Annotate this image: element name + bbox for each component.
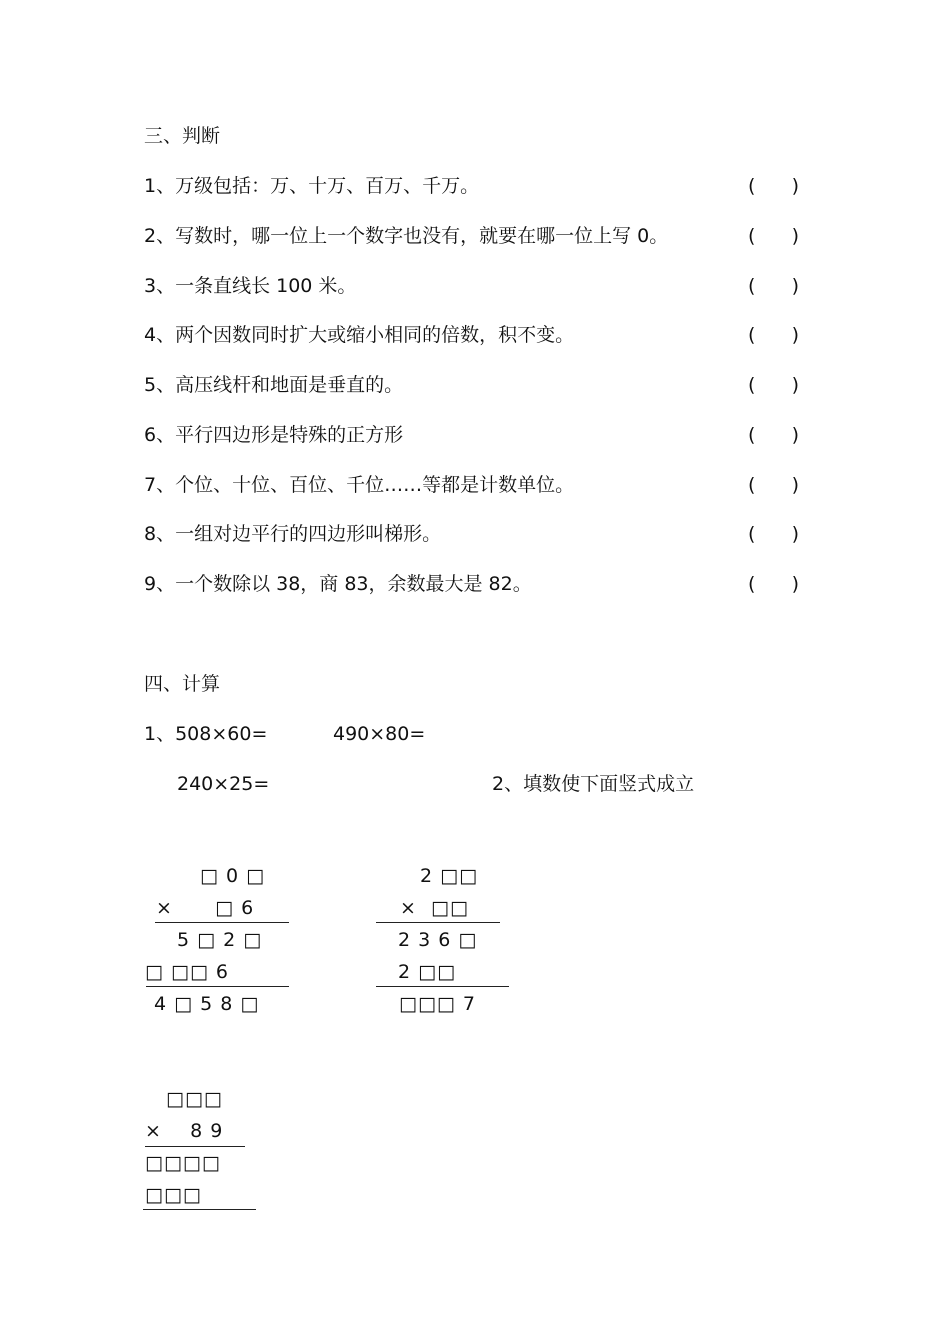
v2-row-product: □□□ 7 — [399, 993, 476, 1015]
section-4-title: 四、计算 — [144, 673, 221, 695]
answer-paren-8[interactable]: ( ) — [748, 523, 800, 545]
calc-508x60: 1、508×60= — [144, 723, 268, 745]
calc-240x25: 240×25= — [177, 773, 270, 795]
v1-row-partial-2: □ □□ 6 — [145, 961, 230, 983]
answer-paren-6[interactable]: ( ) — [748, 424, 800, 446]
judgement-item-3: 3、一条直线长 100 米。 — [144, 275, 357, 297]
v2-line-2 — [376, 986, 509, 987]
answer-paren-5[interactable]: ( ) — [748, 374, 800, 396]
answer-paren-3[interactable]: ( ) — [748, 275, 800, 297]
answer-paren-4[interactable]: ( ) — [748, 324, 800, 346]
v1-row-product: 4 □ 5 8 □ — [154, 993, 260, 1015]
v2-row-partial-1: 2 3 6 □ — [398, 929, 478, 951]
v2-row-multiplier: × □□ — [400, 897, 469, 919]
v3-row-partial-1: □□□□ — [145, 1152, 221, 1174]
judgement-item-5: 5、高压线杆和地面是垂直的。 — [144, 374, 404, 396]
section-3-title: 三、判断 — [144, 125, 221, 147]
answer-paren-9[interactable]: ( ) — [748, 573, 800, 595]
v3-row-partial-2: □□□ — [145, 1184, 202, 1206]
judgement-item-1: 1、万级包括：万、十万、百万、千万。 — [144, 175, 480, 197]
v1-row-multiplicand: □ 0 □ — [200, 865, 266, 887]
v2-line-1 — [376, 922, 500, 923]
judgement-item-9: 9、一个数除以 38，商 83，余数最大是 82。 — [144, 573, 532, 595]
v3-line-1 — [145, 1146, 245, 1147]
answer-paren-2[interactable]: ( ) — [748, 225, 800, 247]
judgement-item-7: 7、个位、十位、百位、千位……等都是计数单位。 — [144, 474, 575, 496]
v3-row-multiplicand: □□□ — [166, 1088, 223, 1110]
calc-2-title: 2、填数使下面竖式成立 — [492, 773, 695, 795]
v3-row-multiplier: × 8 9 — [145, 1120, 224, 1142]
judgement-item-8: 8、一组对边平行的四边形叫梯形。 — [144, 523, 442, 545]
v1-line-2 — [146, 986, 289, 987]
answer-paren-1[interactable]: ( ) — [748, 175, 800, 197]
v2-row-multiplicand: 2 □□ — [420, 865, 479, 887]
judgement-item-6: 6、平行四边形是特殊的正方形 — [144, 424, 404, 446]
v3-line-2 — [143, 1209, 256, 1210]
v2-row-partial-2: 2 □□ — [398, 961, 457, 983]
calc-490x80: 490×80= — [333, 723, 426, 745]
judgement-item-4: 4、两个因数同时扩大或缩小相同的倍数，积不变。 — [144, 324, 575, 346]
answer-paren-7[interactable]: ( ) — [748, 474, 800, 496]
v1-row-partial-1: 5 □ 2 □ — [177, 929, 263, 951]
v1-row-multiplier: × □ 6 — [156, 897, 255, 919]
judgement-item-2: 2、写数时，哪一位上一个数字也没有，就要在哪一位上写 0。 — [144, 225, 669, 247]
v1-line-1 — [155, 922, 289, 923]
